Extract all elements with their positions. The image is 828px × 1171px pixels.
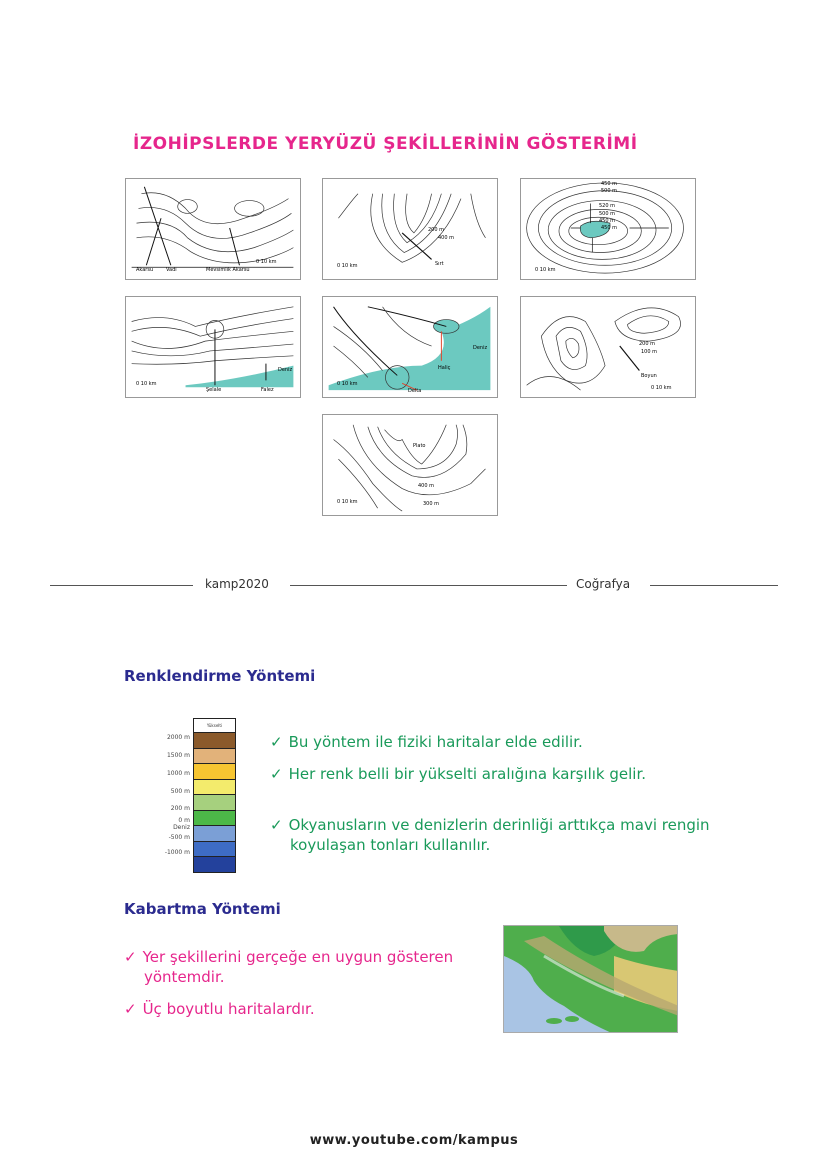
map-label: 400 m (438, 235, 455, 241)
map-label: 400 m (418, 483, 435, 489)
map-label: Vadi (166, 267, 177, 273)
subject-label: Coğrafya (576, 577, 631, 591)
divider (50, 585, 193, 586)
legend-label: 1000 m (166, 770, 190, 777)
footer-url[interactable]: www.youtube.com/kampus (309, 1133, 519, 1148)
map-scale: 0 10 km (337, 381, 358, 387)
map-label: Sırt (435, 261, 444, 267)
map-label: Akarsu (136, 267, 154, 273)
map-label: 450 m (601, 181, 618, 187)
divider (290, 585, 567, 586)
bullet: ✓ Her renk belli bir yükselti aralığına karşılık gelir. (270, 765, 647, 783)
legend-swatch (194, 810, 235, 826)
bullet: ✓ Bu yöntem ile fiziki haritalar elde edilir. (270, 733, 583, 751)
map-label: 200 m (428, 227, 445, 233)
map-valley (125, 178, 301, 280)
map-label: 500 m (599, 211, 616, 217)
map-label: 500 m (601, 188, 618, 194)
map-label: Şelale (206, 387, 222, 393)
map-scale: 0 10 km (535, 267, 556, 273)
legend-swatch (194, 748, 235, 764)
elevation-legend (193, 718, 236, 873)
map-label: Haliç (438, 365, 451, 371)
map-waterfall (125, 296, 301, 398)
legend-label: Deniz (173, 824, 190, 831)
legend-swatch (194, 794, 235, 810)
legend-swatch (194, 779, 235, 795)
map-label: 100 m (641, 349, 658, 355)
map-scale: 0 10 km (337, 499, 358, 505)
map-plateau (322, 414, 498, 516)
map-scale: 0 10 km (651, 385, 672, 391)
map-saddle (520, 296, 696, 398)
legend-label: 500 m (170, 788, 190, 795)
map-label: Falez (261, 387, 274, 393)
divider (650, 585, 778, 586)
map-label: 520 m (599, 203, 616, 209)
legend-swatch (194, 856, 235, 872)
legend-label: 0 m (178, 817, 190, 824)
section-heading: Kabartma Yöntemi (124, 900, 281, 918)
series-label: kamp2020 (205, 577, 269, 591)
map-delta (322, 296, 498, 398)
map-label: Boyun (641, 373, 657, 379)
legend-swatch (194, 732, 235, 748)
map-label: 200 m (639, 341, 656, 347)
map-label: Deniz (278, 367, 293, 373)
legend-label: 2000 m (166, 734, 190, 741)
legend-label: 200 m (170, 805, 190, 812)
legend-swatch (194, 841, 235, 857)
legend-label: -500 m (168, 834, 190, 841)
map-label: 300 m (423, 501, 440, 507)
map-scale: 0 10 km (256, 259, 277, 265)
map-ridge (322, 178, 498, 280)
map-label: Mevsimlik Akarsu (206, 267, 250, 273)
legend-swatch (194, 763, 235, 779)
map-scale: 0 10 km (136, 381, 157, 387)
section-heading: Renklendirme Yöntemi (124, 667, 316, 685)
map-depression (520, 178, 696, 280)
map-label: 450 m (601, 225, 618, 231)
legend-swatch (194, 825, 235, 841)
map-scale: 0 10 km (337, 263, 358, 269)
relief-map-image (503, 925, 678, 1033)
legend-header: Yükselti (206, 723, 223, 728)
map-label: Delta (408, 388, 422, 394)
legend-label: -1000 m (164, 849, 190, 856)
legend-label: 1500 m (166, 752, 190, 759)
map-label: 450 m (599, 218, 616, 224)
page-title: İZOHİPSLERDE YERYÜZÜ ŞEKİLLERİNİN GÖSTERİMİ (133, 134, 638, 154)
map-label: Plato (413, 443, 426, 449)
map-label: Deniz (473, 345, 488, 351)
bullet: ✓ Yer şekillerini gerçeğe en uygun gösteren yöntemdir. (124, 948, 454, 986)
bullet: ✓ Okyanusların ve denizlerin derinliği arttıkça mavi rengin koyulaşan tonları kullanılır. (270, 816, 710, 854)
bullet: ✓ Üç boyutlu haritalardır. (124, 1000, 315, 1018)
